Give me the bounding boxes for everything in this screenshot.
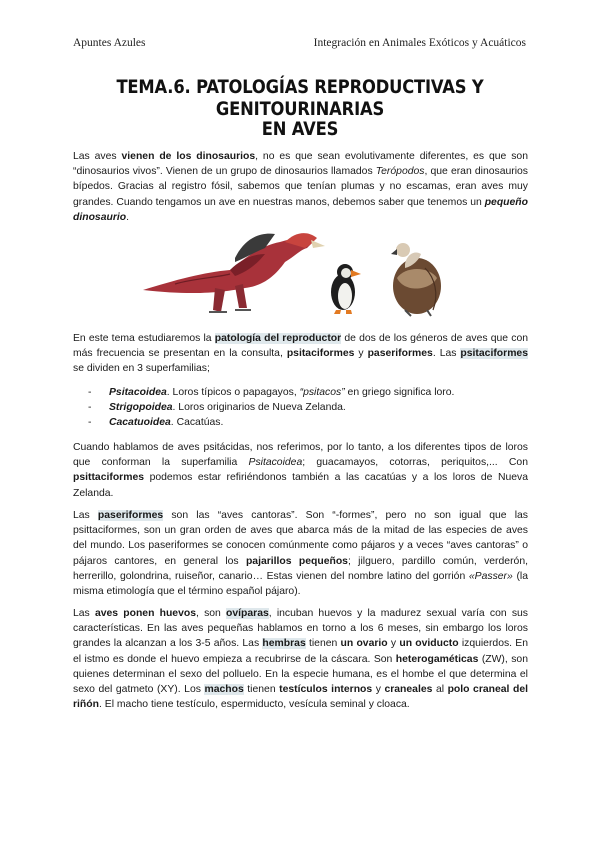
- list-item: - Cacatuoidea. Cacatúas.: [73, 415, 528, 430]
- header-right: Integración en Animales Exóticos y Acuáticos: [313, 37, 526, 49]
- paragraph-reproduccion: Las aves ponen huevos, son ovíparas, incuban huevos y la madurez sexual varía con sus características. En las aves pequeñas hablamos en torno a los 6 meses, sin embargo los loros grandes la alcanzan a los 3-5 años. Las hembras tienen un ovario y un oviducto izquierdos. En el istmo es donde el huevo empieza a recubrirse de la cáscara. Son heterogaméticas (ZW), son quienes determinan el sexo del polluelo. En la especie humana, es el hombe el que determina el sexo del gatmeto (XY). Los machos tienen testículos internos y craneales al polo craneal del riñón. El macho tiene testículo, espermiducto, vesícula seminal y cloaca.: [73, 608, 529, 711]
- paragraph-psitacidas: Cuando hablamos de aves psitácidas, nos referimos, por lo tanto, a los diferentes tipos de loros que conforman la superfamilia Psitacoidea; guacamayos, cotorras, periquitos,... Con psittaciformes podemos estar refiriéndonos también a las cacatúas y a los loros de Nueva Zelanda.: [73, 442, 528, 499]
- paragraph-dinosaurios: Las aves vienen de los dinosaurios, no es que sean evolutivamente diferentes, es que son “dinosaurios vivos”. Vienen de un grupo de dinosaurios llamados Terópodos, que eran dinosaurios bípedos. Gracias al registro fósil, sabemos que tenían plumas y no escamas, eran aves muy grandes. Cuando tengamos un ave en nuestras manos, debemos saber que tenemos un pequeño dinosaurio.: [73, 151, 528, 223]
- puffin-figure: [331, 264, 361, 314]
- paragraph-paseriformes: Las paseriformes son las “aves cantoras”. Son “-formes”, pero no son igual que las psittaciformes, son un gran orden de aves que abarca más de la mitad de las especies de aves del mundo. Los paseriformes se conocen comúnmente como pájaros y a veces “aves cantoras” o pájaros cantores, en general los pajarillos pequeños; jilguero, pardillo común, verderón, herrerillo, golondrina, ruiseñor, canario… Estas vienen del nombre latino del gorrión «Passer» (la misma etimología que el término español pájaro).: [73, 510, 528, 598]
- paragraph-patologia: En este tema estudiaremos la patología del reproductor de dos de los géneros de aves que con más frecuencia se presentan en la consulta, psitaciformes y paseriformes. Las psitaciformes se dividen en 3 superfamilias;: [73, 333, 528, 375]
- header-left: Apuntes Azules: [73, 37, 146, 49]
- page-title-line1: TEMA.6. PATOLOGÍAS REPRODUCTIVAS Y GENITOURINARIAS: [116, 76, 484, 120]
- dinosaur-figure: [143, 233, 325, 312]
- list-item: - Strigopoidea. Loros originarios de Nueva Zelanda.: [73, 400, 528, 415]
- list-item: - Psitacoidea. Loros típicos o papagayos, “psitacos” en griego significa loro.: [73, 385, 528, 400]
- superfamilies-list: [73, 385, 528, 431]
- birds-dinosaur-illustration: [135, 228, 450, 320]
- vulture-figure: [391, 243, 441, 316]
- page-title-line2: EN AVES: [261, 118, 339, 140]
